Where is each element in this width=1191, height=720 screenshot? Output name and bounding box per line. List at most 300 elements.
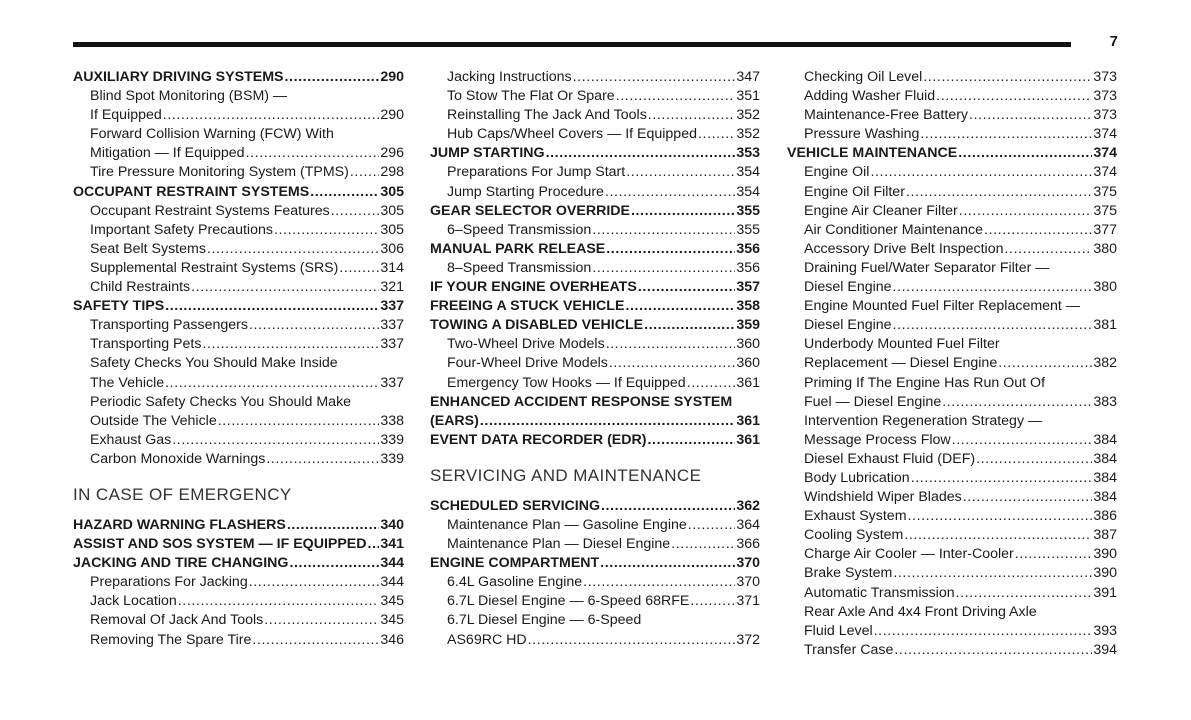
leader-dots (688, 516, 736, 535)
toc-entry-title: Tire Pressure Monitoring System (TPMS) (90, 164, 349, 181)
toc-entry[interactable] (430, 554, 760, 573)
toc-entry-title: AS69RC HD (447, 631, 527, 648)
leader-dots (959, 202, 1093, 221)
toc-entry-page: 354 (736, 164, 760, 181)
leader-dots (274, 221, 379, 240)
toc-entry[interactable] (430, 278, 760, 297)
toc-entry-page: 355 (736, 221, 760, 238)
toc-entry-page: 347 (736, 69, 760, 85)
toc-entry-page: 370 (736, 574, 760, 591)
header-rule (73, 42, 1071, 47)
leader-dots (698, 125, 735, 144)
toc-entry[interactable] (73, 278, 404, 297)
toc-entry[interactable] (787, 450, 1117, 469)
toc-entry-page: 380 (1093, 279, 1117, 296)
toc-entry-title: Adding Washer Fluid (804, 88, 936, 105)
toc-entry-title: Maintenance-Free Battery (804, 107, 969, 124)
toc-entry[interactable] (430, 106, 760, 125)
toc-entry[interactable] (73, 374, 404, 393)
toc-entry[interactable] (430, 144, 760, 163)
toc-entry[interactable] (73, 335, 404, 354)
toc-column-3 (787, 68, 1117, 660)
toc-entry[interactable] (787, 183, 1117, 202)
toc-entry-title: JUMP STARTING (430, 145, 545, 162)
toc-entry[interactable] (73, 106, 404, 125)
toc-entry-page: 374 (1093, 126, 1117, 143)
leader-dots (528, 631, 736, 650)
toc-entry[interactable] (787, 163, 1117, 182)
leader-dots (600, 554, 735, 573)
toc-entry-page: 374 (1093, 145, 1117, 162)
toc-entry-page: 305 (380, 202, 404, 219)
toc-entry[interactable] (430, 125, 760, 144)
toc-entry-page: 351 (736, 88, 760, 105)
toc-entry-page: 381 (1093, 317, 1117, 334)
toc-entry-title: SCHEDULED SERVICING (430, 497, 601, 514)
toc-entry[interactable] (73, 240, 404, 259)
toc-entry[interactable] (430, 573, 760, 592)
toc-entry[interactable] (430, 221, 760, 240)
leader-dots (631, 202, 735, 221)
toc-entry-page: 321 (380, 279, 404, 296)
toc-entry-title: OCCUPANT RESTRAINT SYSTEMS (73, 183, 310, 200)
toc-entry-page: 339 (380, 431, 404, 448)
leader-dots (687, 374, 736, 393)
toc-entry-page: 337 (380, 336, 404, 353)
leader-dots (969, 106, 1092, 125)
toc-entry[interactable] (73, 316, 404, 335)
leader-dots (546, 144, 736, 163)
toc-entry-wrap[interactable]: Engine Mounted Fuel Filter Replacement — (804, 298, 1081, 315)
toc-entry-title: IF YOUR ENGINE OVERHEATS (430, 279, 637, 296)
leader-dots (648, 431, 736, 450)
toc-entry-title: SAFETY TIPS (73, 298, 165, 315)
toc-entry-page: 361 (736, 374, 760, 391)
toc-entry[interactable] (430, 240, 760, 259)
toc-entry-page: 305 (380, 183, 404, 200)
toc-entry[interactable] (430, 516, 760, 535)
toc-entry-page: 390 (1093, 565, 1117, 582)
toc-entry[interactable] (787, 87, 1117, 106)
section-heading: IN CASE OF EMERGENCY (73, 484, 292, 504)
toc-entry-page: 356 (736, 240, 760, 257)
toc-entry-page: 345 (380, 593, 404, 610)
toc-entry[interactable] (787, 144, 1117, 163)
toc-entry-page: 386 (1093, 508, 1117, 525)
leader-dots (249, 316, 379, 335)
toc-entry-title: Jump Starting Procedure (447, 183, 604, 200)
toc-entry[interactable] (430, 335, 760, 354)
toc-entry[interactable] (787, 526, 1117, 545)
toc-entry[interactable] (73, 516, 404, 535)
toc-entry[interactable] (430, 259, 760, 278)
toc-entry-page: 362 (736, 497, 760, 514)
toc-entry[interactable] (73, 297, 404, 316)
toc-entry[interactable] (73, 450, 404, 469)
toc-entry-page: 337 (380, 374, 404, 391)
toc-entry[interactable] (73, 631, 404, 650)
leader-dots (165, 297, 379, 316)
leader-dots (874, 622, 1093, 641)
toc-entry[interactable] (430, 183, 760, 202)
toc-entry-title: Engine Oil (804, 164, 870, 181)
toc-entry[interactable] (73, 68, 404, 87)
toc-entry[interactable] (430, 316, 760, 335)
toc-entry-wrap[interactable]: Safety Checks You Should Make Inside (90, 355, 338, 372)
leader-dots (920, 125, 1092, 144)
toc-entry[interactable] (430, 431, 760, 450)
leader-dots (592, 259, 735, 278)
leader-dots (165, 374, 379, 393)
toc-entry-page: 374 (1093, 164, 1117, 181)
toc-entry-title: Accessory Drive Belt Inspection (804, 240, 1004, 257)
toc-entry-title: The Vehicle (90, 374, 165, 391)
toc-entry-page: 375 (1093, 202, 1117, 219)
toc-entry-page: 371 (736, 593, 760, 610)
toc-entry[interactable] (787, 278, 1117, 297)
toc-entry-title: Removing The Spare Tire (90, 631, 252, 648)
toc-entry-page: 364 (736, 516, 760, 533)
leader-dots (606, 240, 735, 259)
leader-dots (638, 278, 736, 297)
toc-entry[interactable] (787, 316, 1117, 335)
toc-entry-page: 352 (736, 107, 760, 124)
toc-entry-page: 353 (736, 145, 760, 162)
toc-entry-page: 355 (736, 202, 760, 219)
toc-entry-page: 373 (1093, 88, 1117, 105)
toc-entry[interactable] (787, 488, 1117, 507)
toc-entry-title: Jack Location (90, 593, 177, 610)
toc-entry-page: 356 (736, 259, 760, 276)
toc-entry-title: 6.7L Diesel Engine — 6-Speed 68RFE (447, 593, 690, 610)
toc-entry-page: 340 (380, 516, 404, 533)
toc-entry-page: 338 (380, 412, 404, 429)
toc-entry[interactable] (430, 87, 760, 106)
page-number: 7 (1109, 33, 1118, 50)
leader-dots (266, 450, 379, 469)
toc-entry-title: Replacement — Diesel Engine (804, 355, 998, 372)
leader-dots (690, 592, 735, 611)
toc-entry-page: 394 (1093, 641, 1117, 658)
toc-entry[interactable] (787, 106, 1117, 125)
leader-dots (163, 106, 380, 125)
leader-dots (207, 240, 379, 259)
leader-dots (573, 68, 736, 87)
leader-dots (331, 202, 380, 221)
leader-dots (893, 564, 1092, 583)
leader-dots (893, 278, 1093, 297)
toc-entry-page: 337 (380, 317, 404, 334)
toc-entry-wrap[interactable]: Periodic Safety Checks You Should Make (90, 393, 352, 410)
toc-entry-title: Removal Of Jack And Tools (90, 612, 264, 629)
toc-entry-title: If Equipped (90, 107, 162, 124)
toc-entry-title: Four-Wheel Drive Models (447, 355, 608, 372)
toc-entry-page: 344 (380, 574, 404, 591)
toc-entry-title: JACKING AND TIRE CHANGING (73, 555, 289, 572)
leader-dots (893, 316, 1093, 335)
toc-entry-page: 391 (1093, 584, 1117, 601)
toc-entry[interactable] (787, 507, 1117, 526)
toc-entry-title: Message Process Flow (804, 431, 951, 448)
toc-entry[interactable] (73, 412, 404, 431)
leader-dots (870, 163, 1092, 182)
toc-entry-title: Child Restraints (90, 279, 191, 296)
toc-entry[interactable] (787, 68, 1117, 87)
toc-entry[interactable] (430, 202, 760, 221)
toc-entry-title: Outside The Vehicle (90, 412, 217, 429)
leader-dots (178, 592, 380, 611)
leader-dots (1005, 240, 1093, 259)
toc-entry-page: 290 (380, 107, 404, 124)
leader-dots (592, 221, 735, 240)
toc-entry-title: MANUAL PARK RELEASE (430, 240, 606, 257)
toc-entry-page: 298 (380, 164, 404, 181)
toc-entry-title: Important Safety Precautions (90, 221, 273, 238)
toc-entry[interactable] (73, 144, 404, 163)
toc-entry[interactable] (430, 592, 760, 611)
toc-entry-title: Diesel Engine (804, 317, 892, 334)
leader-dots (625, 297, 735, 316)
leader-dots (942, 393, 1092, 412)
toc-entry-title: Pressure Washing (804, 126, 920, 143)
leader-dots (284, 68, 379, 87)
toc-entry-page: 290 (380, 69, 404, 85)
toc-entry-title: Carbon Monoxide Warnings (90, 450, 266, 467)
leader-dots (191, 278, 379, 297)
toc-entry[interactable] (73, 183, 404, 202)
toc-entry-title: Supplemental Restraint Systems (SRS) (90, 259, 339, 276)
toc-entry-title: Automatic Transmission (804, 584, 955, 601)
toc-entry[interactable] (430, 497, 760, 516)
toc-entry-wrap[interactable]: ENHANCED ACCIDENT RESPONSE SYSTEM (430, 393, 733, 410)
leader-dots (904, 526, 1092, 545)
leader-dots (908, 507, 1093, 526)
leader-dots (605, 183, 735, 202)
leader-dots (264, 611, 379, 630)
toc-entry[interactable] (73, 592, 404, 611)
toc-entry-page: 361 (736, 412, 760, 429)
toc-entry[interactable] (430, 374, 760, 393)
toc-entry-title: Fluid Level (804, 622, 873, 639)
toc-entry-title: (EARS) (430, 412, 479, 429)
toc-entry[interactable] (430, 535, 760, 554)
leader-dots (202, 335, 379, 354)
toc-entry-title: FREEING A STUCK VEHICLE (430, 298, 625, 315)
toc-entry[interactable] (430, 163, 760, 182)
toc-entry-page: 384 (1093, 469, 1117, 486)
toc-entry-title: Cooling System (804, 527, 904, 544)
toc-entry-page: 390 (1093, 546, 1117, 563)
leader-dots (252, 631, 379, 650)
toc-entry[interactable] (787, 221, 1117, 240)
leader-dots (626, 163, 735, 182)
toc-entry[interactable] (73, 202, 404, 221)
toc-entry-page: 372 (736, 631, 760, 648)
leader-dots (606, 335, 736, 354)
toc-entry-wrap[interactable]: Draining Fuel/Water Separator Filter — (804, 259, 1050, 276)
toc-entry-page: 337 (380, 298, 404, 315)
leader-dots (984, 221, 1092, 240)
toc-entry-page: 360 (736, 355, 760, 372)
toc-entry[interactable] (430, 354, 760, 373)
toc-entry-title: Transfer Case (804, 641, 894, 658)
toc-entry[interactable] (787, 431, 1117, 450)
leader-dots (339, 259, 379, 278)
leader-dots (956, 584, 1093, 603)
leader-dots (936, 87, 1092, 106)
leader-dots (583, 573, 735, 592)
toc-entry[interactable] (787, 240, 1117, 259)
toc-entry-title: Reinstalling The Jack And Tools (447, 107, 647, 124)
leader-dots (249, 573, 380, 592)
toc-entry-title: Exhaust Gas (90, 431, 172, 448)
toc-entry-page: 377 (1093, 221, 1117, 238)
toc-entry[interactable] (787, 545, 1117, 564)
toc-entry-title: 6.4L Gasoline Engine (447, 574, 583, 591)
toc-entry-title: EVENT DATA RECORDER (EDR) (430, 431, 647, 448)
toc-entry-page: 360 (736, 336, 760, 353)
toc-entry-page: 358 (736, 298, 760, 315)
toc-entry[interactable] (430, 412, 760, 431)
toc-entry-title: Brake System (804, 565, 893, 582)
toc-entry-title: Transporting Passengers (90, 317, 248, 334)
toc-entry[interactable] (73, 431, 404, 450)
toc-entry[interactable] (73, 535, 404, 554)
toc-entry-page: 306 (380, 240, 404, 257)
toc-entry-wrap[interactable]: Rear Axle And 4x4 Front Driving Axle (804, 603, 1037, 620)
toc-entry-page: 384 (1093, 450, 1117, 467)
leader-dots (1015, 545, 1093, 564)
toc-entry-page: 341 (380, 536, 404, 553)
leader-dots (289, 554, 379, 573)
toc-entry-title: HAZARD WARNING FLASHERS (73, 516, 286, 533)
toc-entry[interactable] (787, 641, 1117, 660)
leader-dots (958, 144, 1092, 163)
leader-dots (976, 450, 1092, 469)
leader-dots (350, 163, 379, 182)
toc-entry[interactable] (787, 354, 1117, 373)
toc-entry-title: GEAR SELECTOR OVERRIDE (430, 202, 630, 219)
toc-entry-title: Emergency Tow Hooks — If Equipped (447, 374, 686, 391)
toc-entry[interactable] (787, 564, 1117, 583)
toc-entry-wrap[interactable]: 6.7L Diesel Engine — 6-Speed (447, 612, 642, 629)
toc-entry-title: Engine Air Cleaner Filter (804, 202, 958, 219)
toc-entry-page: 344 (380, 555, 404, 572)
toc-entry-wrap[interactable]: Blind Spot Monitoring (BSM) — (90, 88, 288, 105)
toc-entry[interactable] (787, 125, 1117, 144)
toc-entry-title: Air Conditioner Maintenance (804, 221, 984, 238)
toc-entry-page: 373 (1093, 69, 1117, 85)
leader-dots (644, 316, 735, 335)
toc-entry-title: Maintenance Plan — Gasoline Engine (447, 516, 687, 533)
toc-entry-title: Seat Belt Systems (90, 240, 206, 257)
toc-entry-title: VEHICLE MAINTENANCE (787, 145, 958, 162)
leader-dots (246, 144, 380, 163)
toc-entry-page: 339 (380, 450, 404, 467)
toc-entry-page: 375 (1093, 183, 1117, 200)
toc-entry-page: 366 (736, 536, 760, 553)
toc-entry-page: 384 (1093, 431, 1117, 448)
toc-entry-wrap[interactable]: Underbody Mounted Fuel Filter (804, 336, 1000, 353)
toc-entry[interactable] (73, 163, 404, 182)
toc-entry-title: Exhaust System (804, 508, 907, 525)
toc-entry[interactable] (73, 573, 404, 592)
toc-entry[interactable] (73, 221, 404, 240)
toc-entry[interactable] (787, 393, 1117, 412)
toc-entry[interactable] (430, 631, 760, 650)
toc-entry[interactable] (787, 469, 1117, 488)
toc-entry-page: 387 (1093, 527, 1117, 544)
leader-dots (952, 431, 1093, 450)
toc-column-2 (430, 68, 760, 650)
toc-entry-title: Mitigation — If Equipped (90, 145, 245, 162)
toc-entry[interactable] (787, 584, 1117, 603)
leader-dots (609, 354, 735, 373)
leader-dots (648, 106, 736, 125)
toc-entry-title: Checking Oil Level (804, 69, 923, 85)
leader-dots (906, 183, 1092, 202)
toc-entry-page: 373 (1093, 107, 1117, 124)
toc-entry-title: Engine Oil Filter (804, 183, 905, 200)
toc-entry-page: 383 (1093, 393, 1117, 410)
toc-entry-title: Two-Wheel Drive Models (447, 336, 605, 353)
leader-dots (480, 412, 735, 431)
leader-dots (172, 431, 379, 450)
toc-entry[interactable] (430, 297, 760, 316)
leader-dots (923, 68, 1092, 87)
toc-entry-page: 393 (1093, 622, 1117, 639)
toc-entry-wrap[interactable]: Priming If The Engine Has Run Out Of (804, 374, 1046, 391)
toc-entry[interactable] (73, 554, 404, 573)
leader-dots (998, 354, 1092, 373)
leader-dots (310, 183, 379, 202)
toc-entry-page: 361 (736, 431, 760, 448)
toc-entry-title: Diesel Engine (804, 279, 892, 296)
toc-entry-title: Body Lubrication (804, 469, 910, 486)
toc-entry-page: 352 (736, 126, 760, 143)
leader-dots (894, 641, 1092, 660)
toc-entry-title: AUXILIARY DRIVING SYSTEMS (73, 69, 284, 85)
toc-entry[interactable] (787, 202, 1117, 221)
toc-entry-page: 314 (380, 259, 404, 276)
toc-entry-page: 380 (1093, 240, 1117, 257)
toc-entry-title: ASSIST AND SOS SYSTEM — IF EQUIPPED (73, 536, 367, 553)
toc-entry-page: 370 (736, 555, 760, 572)
toc-entry-title: Windshield Wiper Blades (804, 489, 962, 506)
toc-entry-title: Charge Air Cooler — Inter-Cooler (804, 546, 1014, 563)
toc-entry-title: 6–Speed Transmission (447, 221, 592, 238)
toc-entry[interactable] (430, 68, 760, 87)
toc-entry-title: Transporting Pets (90, 336, 202, 353)
toc-entry-page: 384 (1093, 489, 1117, 506)
toc-entry[interactable] (73, 259, 404, 278)
toc-entry-page: 354 (736, 183, 760, 200)
section-heading: SERVICING AND MAINTENANCE (430, 465, 702, 485)
toc-entry-title: Occupant Restraint Systems Features (90, 202, 330, 219)
toc-column-1 (73, 68, 404, 650)
toc-entry-title: Jacking Instructions (447, 69, 572, 85)
leader-dots (287, 516, 380, 535)
toc-entry-page: 357 (736, 279, 760, 296)
toc-entry-title: TOWING A DISABLED VEHICLE (430, 317, 644, 334)
toc-entry[interactable] (73, 611, 404, 630)
toc-entry-wrap[interactable]: Intervention Regeneration Strategy — (804, 412, 1043, 429)
toc-entry-title: Fuel — Diesel Engine (804, 393, 942, 410)
toc-entry[interactable] (787, 622, 1117, 641)
leader-dots (671, 535, 735, 554)
toc-entry-page: 346 (380, 631, 404, 648)
toc-entry-wrap[interactable]: Forward Collision Warning (FCW) With (90, 126, 334, 143)
